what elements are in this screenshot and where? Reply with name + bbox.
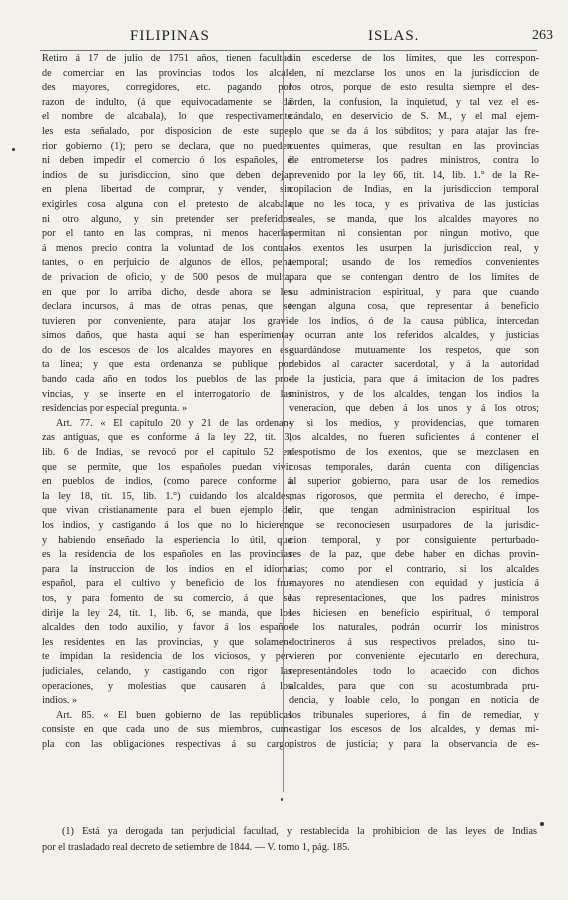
text-line: te impidan la residencia de los viciosos, y per-: [42, 651, 292, 663]
text-line: bando cada año en todos los pueblos de las pro-: [42, 374, 292, 386]
text-line: y habiendo enseñado la esperiencia lo útil, que: [42, 534, 292, 546]
text-line: á menos precio contra la voluntad de los contra-: [42, 242, 292, 254]
header-right-title: ISLAS.: [368, 28, 420, 44]
text-line: en que por lo arriba dicho, desde ahora se les: [42, 286, 292, 298]
text-line: vieren por conveniente ejecutarlo en derechura,: [289, 651, 539, 663]
text-line: lib. 6 de Indias, se revocó por el capítulo 52 en: [42, 447, 292, 459]
text-line: para la instruccion de los indios en el idioma: [42, 563, 292, 575]
text-line: tengan alguna cosa, que representar á beneficio: [289, 301, 539, 313]
text-line: que no les toca, y es privativa de las justicias: [289, 198, 539, 210]
text-line: ta línea; y que esta ordenanza se publique por: [42, 359, 292, 371]
right-column: [289, 52, 539, 753]
text-line: temporal; usando de los remedios convenientes: [289, 257, 539, 269]
text-line: operaciones, y molestias que causaren á los: [42, 680, 292, 692]
text-line: plo que se da á los súbditos; y para atajar las fre-: [289, 125, 539, 137]
text-line: es la residencia de los españoles en las provincias: [42, 549, 292, 561]
text-line: el nombre de alcabala), lo que respectivamente: [42, 111, 292, 123]
footnote: [42, 824, 537, 856]
text-line: y ocurran ante los referidos alcaldes, y justicias: [289, 330, 539, 342]
text-line: dirije la ley 24, tít. 1, lib. 6, se manda, que los: [42, 607, 292, 619]
text-line: simos daños, que hasta aquí se han esperimenta-: [42, 330, 292, 342]
text-line: les esta señalado, por disposicion de este supe-: [42, 125, 292, 137]
text-line: cias; como por el contrario, si los alcaldes: [289, 563, 539, 575]
text-line: les hiciesen en beneficio espiritual, ó temporal: [289, 607, 539, 619]
footnote-line: (1) Está ya derogada tan perjudicial facultad, y restablecida la prohibicion de las leyes de Indias: [62, 826, 537, 837]
text-line: declara incursos, á mas de otras penas, que se: [42, 301, 292, 313]
text-line: ni otro alguno, y sin pretender ser preferidos: [42, 213, 292, 225]
text-line: sin escederse de los límites, que les correspon-: [289, 53, 539, 64]
text-line: al superior gobierno, para usar de los remedios: [289, 476, 539, 488]
text-line: doctrineros á sus respectivos prelados, sino tu-: [289, 636, 539, 648]
text-line: tantes, o en perjuicio de algunos de ellos, pena: [42, 257, 292, 269]
text-line: los otros, porque de esto resulta siempre el des-: [289, 82, 539, 94]
text-line: prevenido por la ley 66, tít. 14, lib. 1.° de la Re-: [289, 169, 539, 181]
text-line: debidos al caracter sacerdotal, y á la autoridad: [289, 359, 539, 371]
text-line: pla con las obligaciones respectivas á su cargo,: [42, 738, 292, 750]
text-line: tuvieren por conveniente, para atajar los gravi-: [42, 315, 292, 327]
text-line: Art. 85. « El buen gobierno de las repúblicas: [56, 709, 292, 721]
text-line: copilacion de Indias, en la jurisdiccion temporal: [289, 184, 539, 196]
text-line: permitan ni consientan por ningun motivo, que: [289, 228, 539, 240]
column-divider: [283, 50, 284, 792]
text-line: las representaciones, que los padres ministros: [289, 592, 539, 604]
text-line: veneracion, que deben á los unos y á los otros;: [289, 403, 539, 415]
text-line: rior gobierno (1); pero se declara, que no pueden: [42, 140, 292, 152]
text-line: Art. 77. « El capítulo 20 y 21 de las ordenan-: [56, 417, 292, 429]
ink-speck: [12, 148, 15, 151]
text-line: zas antiguas, que es conforme á la ley 22, tít. 3,: [42, 432, 292, 444]
ink-speck: [281, 798, 283, 801]
text-line: los alcaldes, no fueren suficientes á contener el: [289, 432, 539, 444]
text-line: ni deben impedir el comercio ó los españoles, é: [42, 155, 292, 167]
text-line: cuentes quimeras, que resultan en las provincias: [289, 140, 539, 152]
text-line: les residentes en las provincias, y que solamen-: [42, 636, 292, 648]
text-line: indios de su jurisdiccion, sino que deben dejar: [42, 169, 292, 181]
text-line: tos, y para fomento de su comercio, á que se: [42, 592, 292, 604]
text-line: dencia, y loable celo, lo pongan en noticia de: [289, 695, 539, 707]
text-line: en plena libertad de comprar, y vender, sin: [42, 184, 292, 196]
text-line: que vivan cristianamente para el buen ejemplo de: [42, 505, 292, 517]
text-line: de entrometerse los padres ministros, contra lo: [289, 155, 539, 167]
text-line: do de los escesos de los alcaldes mayores en es-: [42, 344, 292, 356]
text-line: residencias por especial pregunta. »: [42, 403, 188, 415]
header-rule: [40, 50, 537, 51]
text-line: des mayores, corregidores, etc. pagando por: [42, 82, 292, 94]
text-line: por el tanto en las compras, ni menos hacerlas: [42, 228, 292, 240]
text-line: razon de indulto, (á que equivocadamente se dá: [42, 96, 292, 108]
text-line: dir, que tengan administracion espiritual los: [289, 505, 539, 517]
text-line: alcaldes den todo auxilio, y favor á los españo-: [42, 622, 292, 634]
text-line: nistros de justicia; y para la observancia de es-: [289, 738, 539, 750]
text-line: la ley 18, tít. 15, lib. 1.°) cuidando los alcaldes,: [42, 490, 292, 502]
text-line: mayores no atendiesen con equidad y justicia á: [289, 578, 539, 590]
text-line: que se reconociesen usurpadores de la jurisdic-: [289, 520, 539, 531]
text-line: que se permite, que los españoles puedan vivir: [42, 461, 292, 473]
text-line: reales, se manda, que los alcaldes mayores no: [289, 213, 539, 225]
text-line: los indios, y castigando á los que no lo hicieren;: [42, 520, 292, 531]
text-line: su administracion espiritual, y para que cuando: [289, 286, 539, 298]
header-left-title: FILIPINAS: [130, 28, 210, 44]
text-line: representándoles todo lo acaecido con dichos: [289, 665, 539, 677]
text-line: de privacion de oficio, y de 500 pesos de multa,: [42, 271, 292, 283]
text-line: res de la paz, que debe haber en dichas provin-: [289, 549, 539, 561]
text-line: ministros, y de los alcaldes, tengan los indios la: [289, 388, 539, 400]
text-line: despotismo de los exentos, que se mezclasen en: [289, 447, 539, 459]
text-line: órden, la confusion, la inquietud, y tal vez el es-: [289, 96, 539, 108]
text-line: consiste en que cada uno de sus miembros, cum-: [42, 724, 292, 736]
text-line: indios. »: [42, 695, 78, 707]
text-line: de comerciar en las provincias todos los alcal-: [42, 67, 292, 79]
text-line: los exentos les usurpen la jurisdiccion real, y: [289, 242, 539, 254]
text-line: alcaldes, para que con su acostumbrada pru-: [289, 680, 539, 692]
text-line: Retiro á 17 de julio de 1751 años, tienen facultad: [42, 53, 292, 64]
running-header: [0, 28, 568, 50]
text-line: para que se contengan dentro de los límites de: [289, 271, 539, 283]
text-line: den, ni mezclarse los unos en la jurisdiccion de: [289, 67, 539, 79]
footnote-line: por el trasladado real decreto de setiembre de 1844. — V. tomo 1, pág. 185.: [42, 842, 350, 853]
text-line: y si los medios, y providencias, que tomaren: [289, 417, 539, 429]
text-line: cándalo, en deservicio de S. M., y el mal ejem-: [289, 111, 539, 123]
text-line: de la justicia, para que á imitacion de los padres: [289, 374, 539, 386]
text-line: de los indios, ó de la causa pública, intercedan: [289, 315, 539, 327]
ink-speck: [540, 822, 544, 826]
text-line: judiciales, celando, y castigando con rigor las: [42, 665, 292, 677]
text-line: en pueblos de indios, (como parece conforme á: [42, 476, 292, 488]
text-line: español, para el cultivo y beneficio de los fru-: [42, 578, 292, 590]
left-column: [42, 52, 292, 753]
text-line: de los naturales, podrán ocurrir los ministros: [289, 622, 539, 634]
text-line: exigirles cosa alguna con el pretesto de alcabala: [42, 198, 292, 210]
text-line: vincias, y se inserte en el interrogatorio de las: [42, 388, 292, 400]
text-line: mas rigorosos, que permita el derecho, é impe-: [289, 490, 539, 502]
text-line: guardándose mutuamente los respetos, que son: [289, 344, 539, 356]
text-line: cion temporal, y por consiguiente perturbado-: [289, 534, 539, 546]
text-line: cosas temporales, darán cuenta con diligencias: [289, 461, 539, 473]
text-line: los tribunales superiores, á fin de remediar, y: [289, 709, 539, 721]
text-line: castigar los escesos de los alcaldes, y demas mi-: [289, 724, 539, 736]
page-number: 263: [532, 28, 553, 43]
